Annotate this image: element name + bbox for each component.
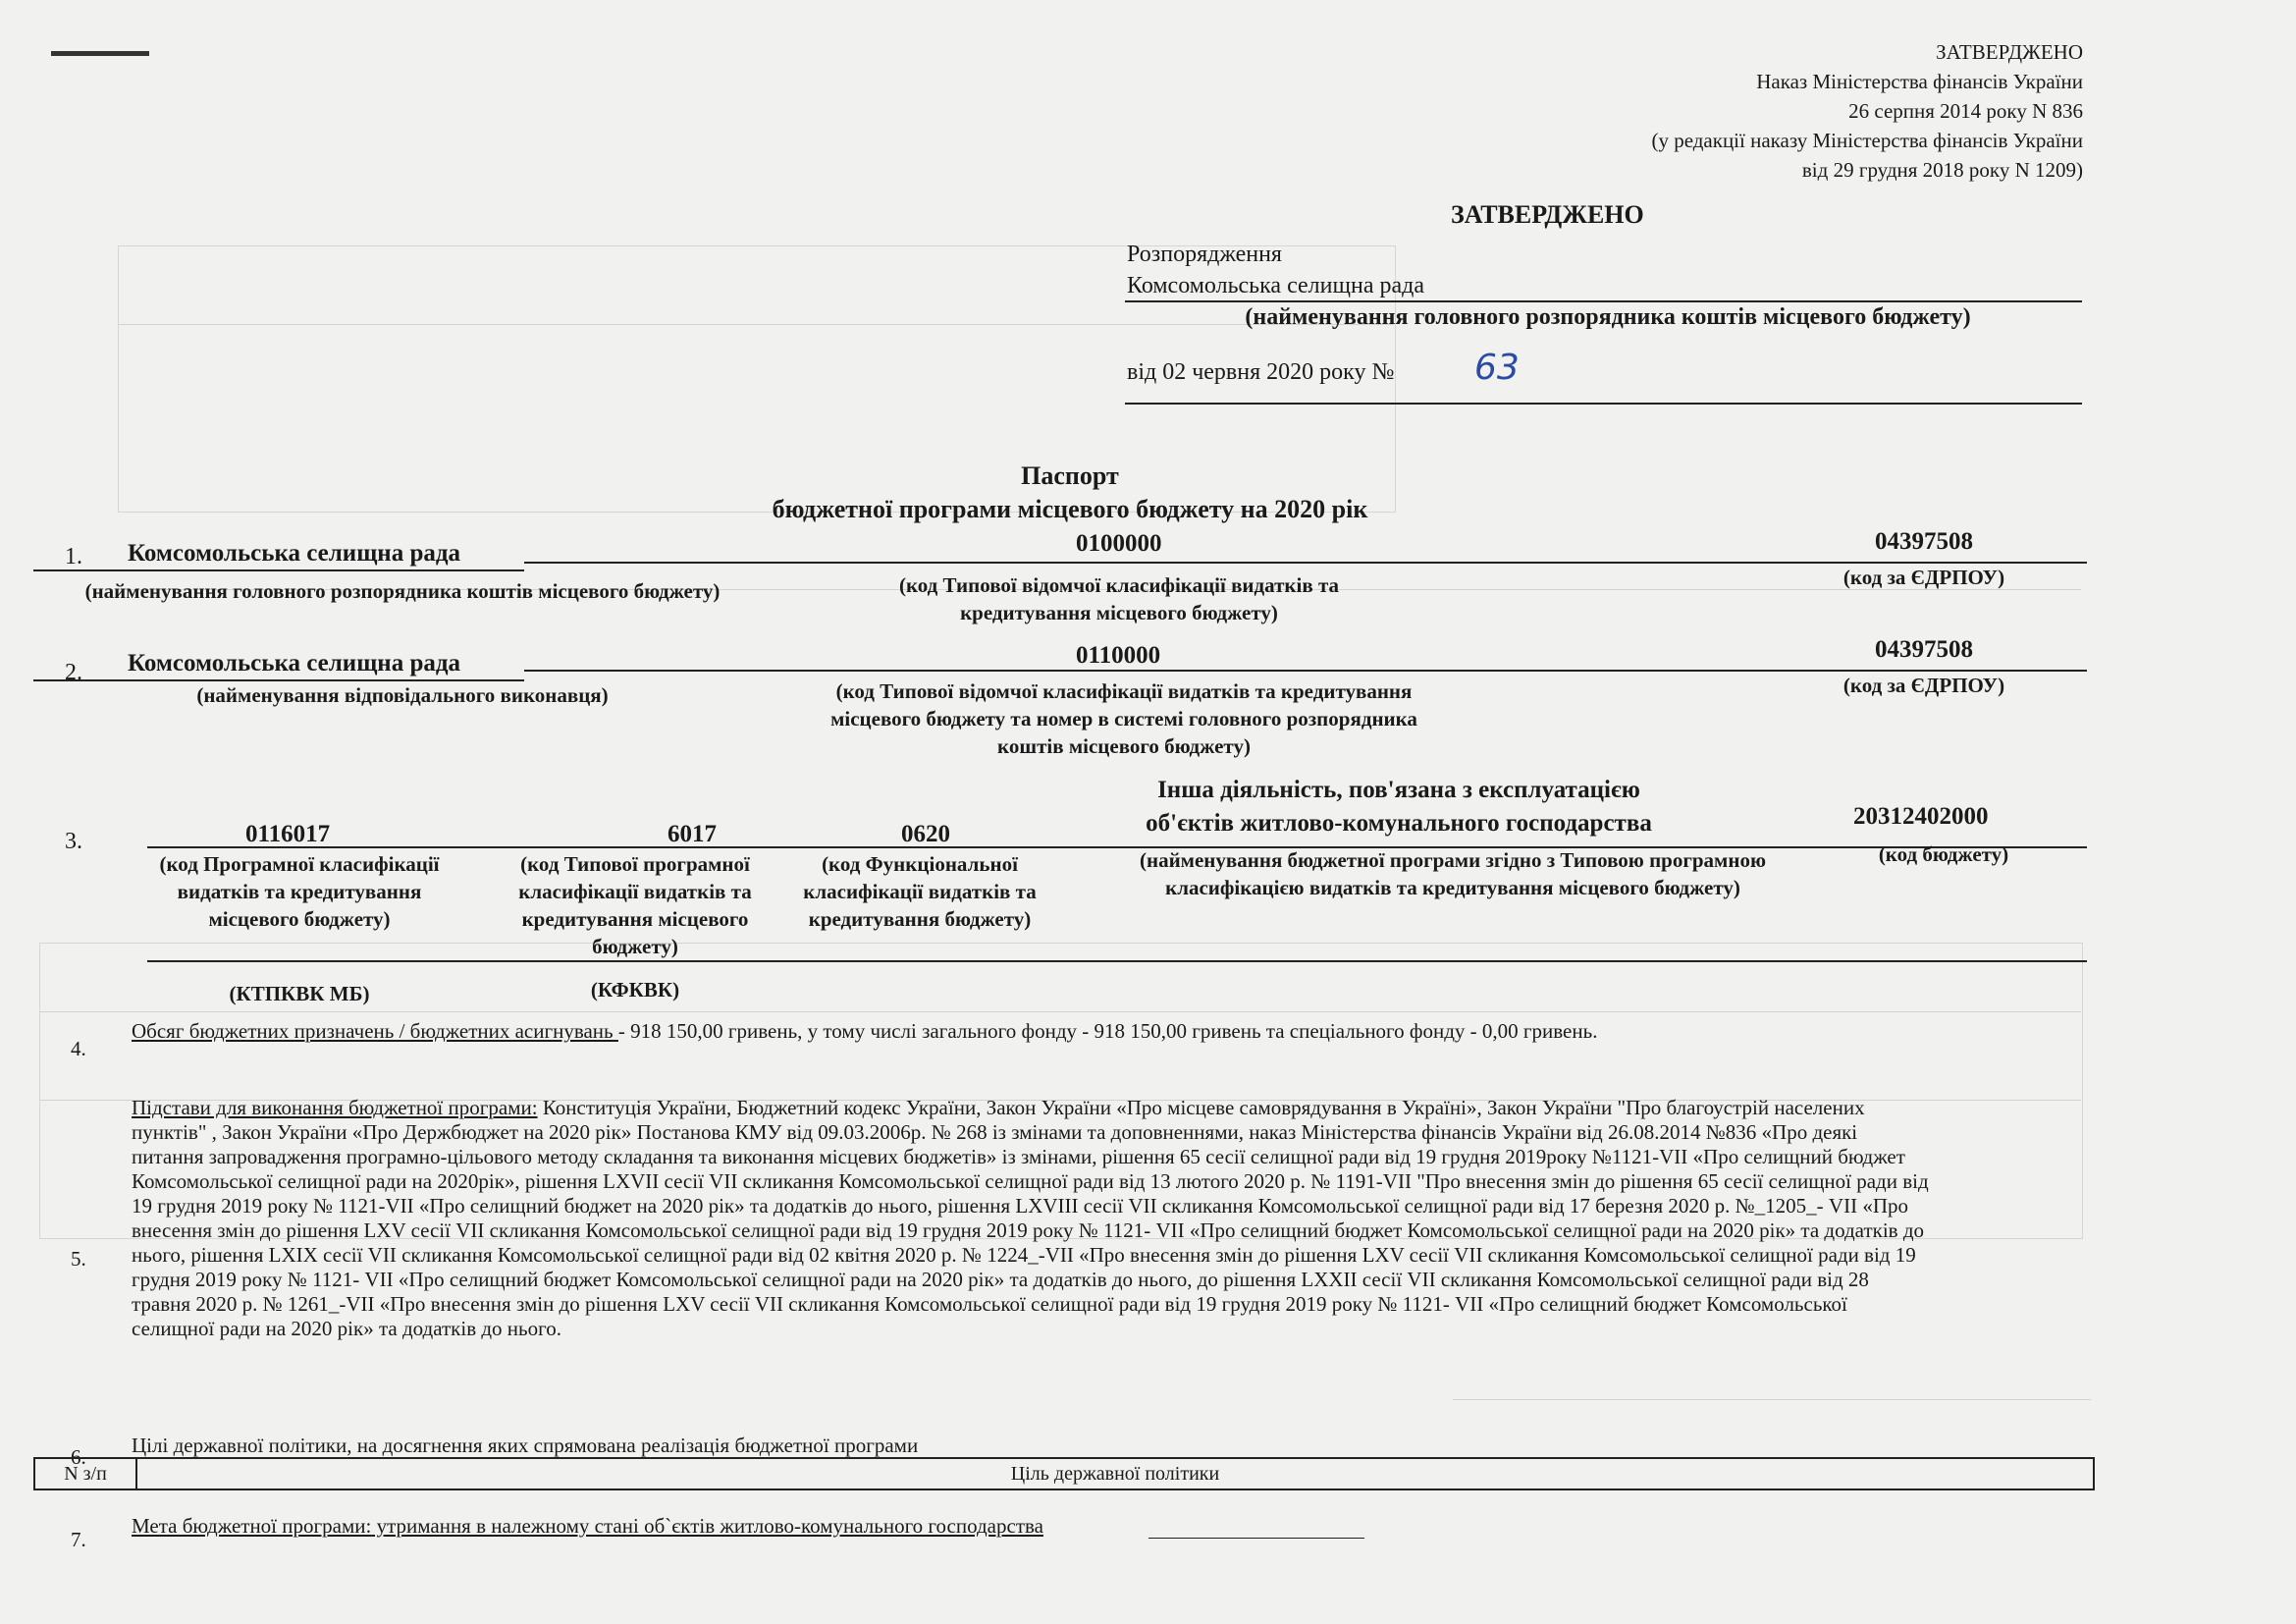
underline bbox=[1148, 1538, 1364, 1539]
approval-header-line: ЗАТВЕРДЖЕНО bbox=[1936, 40, 2083, 64]
approval-header bbox=[1396, 37, 2083, 185]
row1-department-code: 0100000 bbox=[1076, 530, 1162, 557]
row3-tpkvk-code: 6017 bbox=[667, 821, 717, 847]
row3-budget-hint: (код бюджету) bbox=[1878, 842, 2009, 866]
scan-mark bbox=[51, 51, 149, 56]
section7-value: утримання в належному стані об`єктів житлово-комунального господарства bbox=[371, 1514, 1043, 1538]
section4-number: 4. bbox=[71, 1037, 86, 1060]
row1-manager-name: Комсомольська селищна рада bbox=[128, 540, 461, 567]
passport-heading: Паспорт bbox=[1021, 461, 1119, 490]
section5-line bbox=[132, 1096, 2095, 1120]
underline bbox=[147, 846, 2087, 848]
section5-line: внесення змін до рішення LXV сесії VII скликання Комсомольської селищної ради від 19 грудня 2019 року № 1121- VII «Про селищний бюджет Комсомольської селищної ради на 2020 рік» та додатків до bbox=[132, 1218, 1925, 1242]
row1-name-hint: (найменування головного розпорядника коштів місцевого бюджету) bbox=[84, 579, 721, 603]
approval-header-line: (у редакції наказу Міністерства фінансів України bbox=[1651, 129, 2083, 152]
underline bbox=[147, 960, 2087, 962]
row1-number: 1. bbox=[65, 544, 82, 569]
passport-subtitle: бюджетної програми місцевого бюджету на 2020 рік bbox=[772, 495, 1368, 523]
underline bbox=[33, 569, 524, 571]
section5-line: питання запровадження програмно-цільового методу складання та виконання місцевих бюджетів» із змінами, рішення 65 сесії селищної ради від 19 грудня 2019року №1121-VII «Про селищний бюджет bbox=[132, 1145, 1905, 1168]
goal-table-col-goal: Ціль державної політики bbox=[136, 1458, 2094, 1489]
row3-program-name: Інша діяльність, пов'язана з експлуатацією об'єктів житлово-комунального господарства bbox=[1146, 777, 1652, 837]
row3-budget-code: 20312402000 bbox=[1853, 803, 1989, 830]
section4-value: - 918 150,00 гривень, у тому числі загального фонду - 918 150,00 гривень та спеціального фонду - 0,00 гривень. bbox=[617, 1019, 1598, 1043]
row3-number: 3. bbox=[65, 829, 82, 854]
section5-line-text: Конституція України, Бюджетний кодекс України, Закон України «Про місцеве самоврядування в Україні», Закон України "Про благоустрій населених bbox=[537, 1096, 1865, 1119]
row2-executor-name: Комсомольська селищна рада bbox=[128, 650, 461, 677]
row3-ktpkvk-hint: (код Програмної класифікації видатків та кредитування місцевого бюджету) bbox=[159, 852, 440, 931]
section5-line: нього, рішення LXIX сесії VII скликання Комсомольської селищної ради від 02 квітня 2020 р. № 1224_-VII «Про внесення змін до рішення LXV сесії VII скликання Комсомольської селищної ради від 19 bbox=[132, 1243, 1916, 1267]
row3-fkvk-hint: (код Функціональної класифікації видатків та кредитування бюджету) bbox=[803, 852, 1037, 931]
section5-line: 19 грудня 2019 року № 1121-VII «Про селищний бюджет на 2020 рік» та додатків до нього, рішення LXVIII сесії VII скликання Комсомольської селищної ради від 17 березня 2020 р. №_1205_- VII «Про bbox=[132, 1194, 1908, 1218]
section5-number: 5. bbox=[71, 1247, 86, 1271]
row3-fkvk-code: 0620 bbox=[901, 821, 950, 847]
underline bbox=[1125, 300, 2082, 302]
section5-line: Комсомольської селищної ради на 2020рік», рішення LXVII сесії VII скликання Комсомольської селищної ради від 13 лютого 2020 р. № 1191-VII "Про внесення змін до рішення 65 сесії селищної ради від bbox=[132, 1169, 1929, 1193]
section5-line: грудня 2019 року № 1121- VII «Про селищний бюджет Комсомольської селищної ради на 2020 рік» та додатків до нього, до рішення LXXII сесії VII скликання Комсомольської селищної ради від 28 bbox=[132, 1268, 1869, 1291]
approved-title: ЗАТВЕРДЖЕНО bbox=[1451, 200, 1644, 229]
underline bbox=[1125, 403, 2082, 405]
section5-text bbox=[132, 1096, 2095, 1341]
bleed-through-line bbox=[1453, 1399, 2091, 1400]
row2-edrpou-hint: (код за ЄДРПОУ) bbox=[1842, 674, 2005, 697]
row3-ktpkvk-code: 0116017 bbox=[245, 821, 331, 847]
goal-table-col-number: N з/п bbox=[34, 1458, 136, 1489]
row3-tpkvk-hint: (код Типової програмної класифікації видатків та кредитування місцевого бюджету) bbox=[518, 852, 752, 958]
section6-text: Цілі державної політики, на досягнення яких спрямована реалізація бюджетної програми bbox=[132, 1434, 919, 1457]
row1-code-hint: (код Типової відомчої класифікації видатків та кредитування місцевого бюджету) bbox=[898, 573, 1340, 624]
resolution-date: від 02 червня 2020 року № bbox=[1127, 359, 1395, 385]
row1-edrpou-code: 04397508 bbox=[1875, 528, 1973, 555]
section7-label: Мета бюджетної програми: bbox=[132, 1514, 372, 1538]
section5-label: Підстави для виконання бюджетної програми: bbox=[132, 1096, 538, 1119]
row3-fkvk-abbr: (КФКВК) bbox=[590, 978, 680, 1001]
resolution-council: Комсомольська селищна рада bbox=[1127, 273, 1424, 298]
approval-header-line: 26 серпня 2014 року N 836 bbox=[1848, 99, 2083, 123]
row2-code-hint: (код Типової відомчої класифікації видатків та кредитування місцевого бюджету та номер в системі головного розпорядника коштів місцевого бюджету) bbox=[830, 679, 1417, 758]
section5-line: травня 2020 р. № 1261_-VII «Про внесення змін до рішення LXV сесії VII скликання Комсомольської селищної ради від 19 грудня 2019 року № 1121- VII «Про селищний бюджет Комсомольської bbox=[132, 1292, 1847, 1316]
resolution-number-handwritten: 63 bbox=[1474, 348, 1520, 388]
row1-edrpou-hint: (код за ЄДРПОУ) bbox=[1842, 566, 2005, 589]
section4-label: Обсяг бюджетних призначень / бюджетних асигнувань bbox=[132, 1019, 618, 1043]
section4-text bbox=[132, 1019, 2085, 1044]
approval-header-line: від 29 грудня 2018 року N 1209) bbox=[1801, 158, 2083, 182]
section6-number: 6. bbox=[71, 1445, 86, 1469]
section5-line: пунктів" , Закон України «Про Держбюджет на 2020 рік» Постанова КМУ від 09.03.2006р. № 268 із змінами та доповненнями, наказ Міністерства фінансів України від 26.08.2014 №836 «Про деякі bbox=[132, 1120, 1858, 1144]
resolution-name-hint: (найменування головного розпорядника коштів місцевого бюджету) bbox=[1245, 304, 1971, 330]
section7-number: 7. bbox=[71, 1528, 86, 1551]
row2-edrpou-code: 04397508 bbox=[1875, 636, 1973, 663]
row3-ktpkvk-abbr: (КТПКВК МБ) bbox=[229, 982, 370, 1005]
goal-table bbox=[33, 1457, 2095, 1490]
resolution-title: Розпорядження bbox=[1127, 242, 1282, 267]
row2-department-code: 0110000 bbox=[1076, 642, 1161, 669]
section7-text bbox=[132, 1514, 1043, 1539]
approval-header-line: Наказ Міністерства фінансів України bbox=[1756, 70, 2083, 93]
table-row bbox=[34, 1458, 2094, 1489]
bleed-through-line bbox=[39, 1011, 2081, 1012]
section5-line: селищної ради на 2020 рік» та додатків до нього. bbox=[132, 1317, 561, 1340]
row3-program-hint: (найменування бюджетної програми згідно з Типовою програмною класифікацією видатків та кредитування місцевого бюджету) bbox=[1139, 848, 1767, 899]
row2-name-hint: (найменування відповідального виконавця) bbox=[196, 683, 609, 707]
passport-title bbox=[0, 460, 2140, 526]
row2-number: 2. bbox=[65, 660, 82, 685]
